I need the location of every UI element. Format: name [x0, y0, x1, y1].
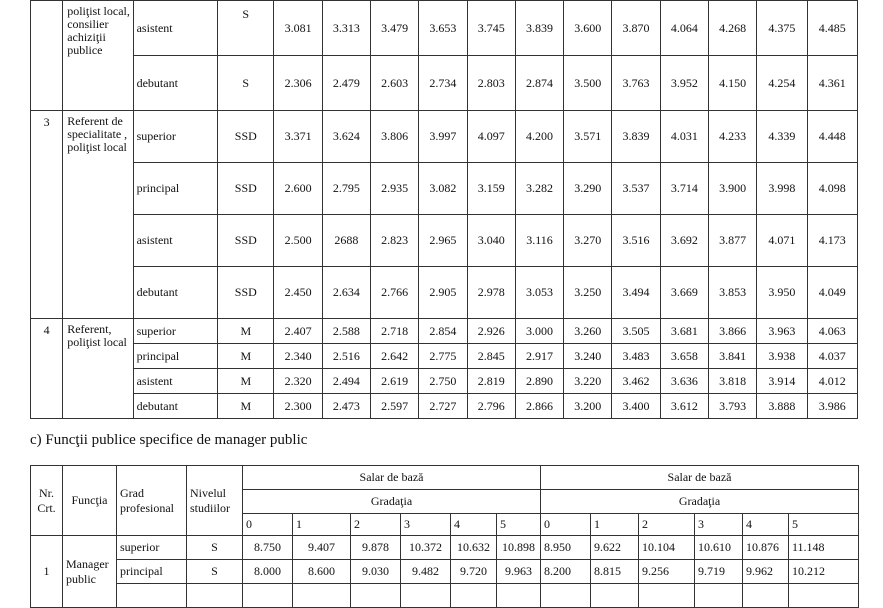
- salary-value: 4.150: [708, 56, 756, 111]
- study-level-cell: M: [218, 394, 274, 419]
- study-level-cell: M: [218, 344, 274, 369]
- salary-value: 4.012: [807, 369, 857, 394]
- salary-value: 3.793: [708, 394, 756, 419]
- salary-value: 3.516: [612, 215, 660, 267]
- salary-value: 3.681: [660, 319, 708, 344]
- cell-empty: [187, 584, 243, 608]
- table-row: [31, 163, 858, 215]
- cell-empty: [401, 584, 451, 608]
- grade-cell: asistent: [133, 215, 218, 267]
- grade-cell: principal: [133, 163, 218, 215]
- salary-value: 2.407: [274, 319, 322, 344]
- salary-value: 3.900: [708, 163, 756, 215]
- salary-value: 4.064: [660, 1, 708, 56]
- salary-value: 2.734: [419, 56, 467, 111]
- gradation-step: 0: [541, 514, 591, 536]
- gradation-step: 5: [789, 514, 859, 536]
- salary-value: 4.097: [467, 111, 515, 163]
- salary-value: 3.669: [660, 267, 708, 319]
- study-level-cell: SSD: [218, 163, 274, 215]
- salary-value: 3.040: [467, 215, 515, 267]
- salary-value: 3.997: [419, 111, 467, 163]
- salary-value: 2.917: [515, 344, 563, 369]
- salary-value: 3.220: [564, 369, 612, 394]
- salary-value: 9.030: [351, 560, 401, 584]
- salary-value: 9.719: [695, 560, 743, 584]
- salary-value: 2.634: [322, 267, 370, 319]
- study-level-cell: S: [187, 560, 243, 584]
- table-row: [31, 267, 858, 319]
- salary-value: 3.818: [708, 369, 756, 394]
- salary-value: 3.839: [515, 1, 563, 56]
- salary-value: 8.200: [541, 560, 591, 584]
- cell-empty: [293, 584, 351, 608]
- salary-value: 3.745: [467, 1, 515, 56]
- salary-value: 8.750: [243, 536, 293, 560]
- gradation-step: 4: [451, 514, 497, 536]
- salary-value: 3.260: [564, 319, 612, 344]
- study-level-cell: S: [187, 536, 243, 560]
- salary-value: 2.935: [371, 163, 419, 215]
- salary-value: 4.173: [807, 215, 857, 267]
- salary-value: 9.720: [451, 560, 497, 584]
- salary-value: 2.494: [322, 369, 370, 394]
- salary-value: 2.890: [515, 369, 563, 394]
- table-row: [31, 215, 858, 267]
- cell-empty: [541, 584, 591, 608]
- salary-value: 4.063: [807, 319, 857, 344]
- cell-empty: [789, 584, 859, 608]
- salary-value: 3.500: [564, 56, 612, 111]
- salary-value: 2.854: [419, 319, 467, 344]
- grade-cell: superior: [117, 536, 187, 560]
- salary-value: 8.000: [243, 560, 293, 584]
- cell-empty: [451, 584, 497, 608]
- salary-value: 3.571: [564, 111, 612, 163]
- salary-value: 9.962: [743, 560, 789, 584]
- gradation-step: 0: [243, 514, 293, 536]
- grade-cell: principal: [133, 344, 218, 369]
- salary-value: 3.714: [660, 163, 708, 215]
- group-nr: 1: [31, 536, 63, 608]
- grade-cell: superior: [133, 319, 218, 344]
- table-row: [31, 536, 859, 560]
- salary-value: 3.159: [467, 163, 515, 215]
- salary-value: 2.795: [322, 163, 370, 215]
- salary-value: 2.642: [371, 344, 419, 369]
- manager-public-table: [30, 465, 859, 608]
- salary-value: 3.479: [371, 1, 419, 56]
- salary-value: 2.306: [274, 56, 322, 111]
- study-level-cell: M: [218, 319, 274, 344]
- salary-value: 2.845: [467, 344, 515, 369]
- study-level-cell: SSD: [218, 215, 274, 267]
- group-number: 3: [31, 111, 63, 319]
- salary-value: 2.978: [467, 267, 515, 319]
- salary-value: 4.098: [807, 163, 857, 215]
- study-level-cell: M: [218, 369, 274, 394]
- salary-value: 3.839: [612, 111, 660, 163]
- salary-value: 3.313: [322, 1, 370, 56]
- function-name: poliţist local, consilier achiziţii publice: [63, 1, 133, 111]
- salary-value: 3.938: [757, 344, 807, 369]
- salary-value: 3.270: [564, 215, 612, 267]
- salary-value: 9.482: [401, 560, 451, 584]
- salary-value: 2.603: [371, 56, 419, 111]
- salary-value: 3.692: [660, 215, 708, 267]
- salary-value: 10.610: [695, 536, 743, 560]
- salary-value: 3.600: [564, 1, 612, 56]
- salary-value: 2688: [322, 215, 370, 267]
- cell-empty: [695, 584, 743, 608]
- salary-value: 4.375: [757, 1, 807, 56]
- cell-empty: [591, 584, 639, 608]
- salary-value: 2.479: [322, 56, 370, 111]
- salary-table-top: [30, 0, 858, 419]
- salary-value: 2.866: [515, 394, 563, 419]
- salary-value: 3.888: [757, 394, 807, 419]
- salary-value: 3.494: [612, 267, 660, 319]
- salary-value: 2.965: [419, 215, 467, 267]
- group-number: [31, 1, 63, 111]
- salary-value: 2.473: [322, 394, 370, 419]
- hdr-nivel: Nivelul studiilor: [187, 466, 243, 536]
- study-level-cell: SSD: [218, 267, 274, 319]
- salary-value: 3.250: [564, 267, 612, 319]
- salary-value: 4.339: [757, 111, 807, 163]
- study-level-cell: S: [218, 1, 274, 56]
- salary-value: 4.233: [708, 111, 756, 163]
- salary-value: 3.877: [708, 215, 756, 267]
- salary-value: 3.053: [515, 267, 563, 319]
- salary-value: 4.200: [515, 111, 563, 163]
- salary-value: 2.516: [322, 344, 370, 369]
- salary-value: 3.462: [612, 369, 660, 394]
- salary-value: 9.878: [351, 536, 401, 560]
- table-row: [31, 344, 858, 369]
- cell-empty: [639, 584, 695, 608]
- gradation-step: 5: [497, 514, 541, 536]
- salary-value: 3.200: [564, 394, 612, 419]
- salary-value: 2.750: [419, 369, 467, 394]
- salary-value: 4.071: [757, 215, 807, 267]
- salary-value: 3.082: [419, 163, 467, 215]
- salary-value: 8.600: [293, 560, 351, 584]
- salary-value: 2.600: [274, 163, 322, 215]
- grade-cell: superior: [133, 111, 218, 163]
- grade-cell: debutant: [133, 56, 218, 111]
- table-row: [31, 1, 858, 56]
- gradation-step: 2: [639, 514, 695, 536]
- salary-value: 9.622: [591, 536, 639, 560]
- gradation-step: 3: [695, 514, 743, 536]
- gradation-step: 1: [293, 514, 351, 536]
- salary-value: 3.624: [322, 111, 370, 163]
- grade-cell: principal: [117, 560, 187, 584]
- salary-value: 3.116: [515, 215, 563, 267]
- salary-value: 10.632: [451, 536, 497, 560]
- gradation-step: 2: [351, 514, 401, 536]
- salary-value: 2.823: [371, 215, 419, 267]
- salary-value: 2.926: [467, 319, 515, 344]
- salary-value: 9.407: [293, 536, 351, 560]
- table-row: [31, 111, 858, 163]
- salary-value: 11.148: [789, 536, 859, 560]
- table-row: [31, 56, 858, 111]
- salary-value: 4.254: [757, 56, 807, 111]
- table-row: [31, 319, 858, 344]
- grade-cell: debutant: [133, 394, 218, 419]
- hdr-gradatia-1: Gradaţia: [243, 490, 541, 514]
- section-c-title: c) Funcţii publice specifice de manager public: [30, 432, 308, 448]
- salary-value: 3.853: [708, 267, 756, 319]
- cell-empty: [497, 584, 541, 608]
- salary-value: 2.766: [371, 267, 419, 319]
- cell-empty: [351, 584, 401, 608]
- function-name: Referent, poliţist local: [63, 319, 133, 419]
- salary-value: 3.000: [515, 319, 563, 344]
- salary-value: 2.796: [467, 394, 515, 419]
- salary-value: 4.448: [807, 111, 857, 163]
- salary-value: 3.763: [612, 56, 660, 111]
- salary-value: 10.898: [497, 536, 541, 560]
- cell-empty: [117, 584, 187, 608]
- salary-value: 2.340: [274, 344, 322, 369]
- salary-value: 3.986: [807, 394, 857, 419]
- grade-cell: debutant: [133, 267, 218, 319]
- salary-value: 2.905: [419, 267, 467, 319]
- hdr-salar-1: Salar de bază: [243, 466, 541, 490]
- salary-value: 2.819: [467, 369, 515, 394]
- salary-value: 9.963: [497, 560, 541, 584]
- gradation-step: 1: [591, 514, 639, 536]
- salary-value: 3.866: [708, 319, 756, 344]
- salary-value: 4.361: [807, 56, 857, 111]
- hdr-salar-2: Salar de bază: [541, 466, 859, 490]
- grade-cell: asistent: [133, 369, 218, 394]
- table-row: [31, 394, 858, 419]
- salary-value: 3.612: [660, 394, 708, 419]
- salary-value: 2.619: [371, 369, 419, 394]
- salary-value: 3.806: [371, 111, 419, 163]
- group-function: Manager public: [63, 536, 117, 608]
- salary-value: 8.815: [591, 560, 639, 584]
- salary-value: 8.950: [541, 536, 591, 560]
- salary-value: 2.775: [419, 344, 467, 369]
- study-level-cell: S: [218, 56, 274, 111]
- salary-value: 3.282: [515, 163, 563, 215]
- salary-value: 3.841: [708, 344, 756, 369]
- salary-value: 2.588: [322, 319, 370, 344]
- salary-value: 10.876: [743, 536, 789, 560]
- salary-value: 2.874: [515, 56, 563, 111]
- salary-value: 3.081: [274, 1, 322, 56]
- group-number: 4: [31, 319, 63, 419]
- salary-value: 4.031: [660, 111, 708, 163]
- salary-value: 3.290: [564, 163, 612, 215]
- table-row: [31, 560, 859, 584]
- hdr-functia: Funcţia: [63, 466, 117, 536]
- salary-value: 2.320: [274, 369, 322, 394]
- salary-value: 3.240: [564, 344, 612, 369]
- salary-value: 2.718: [371, 319, 419, 344]
- salary-value: 3.537: [612, 163, 660, 215]
- salary-value: 4.268: [708, 1, 756, 56]
- salary-value: 10.104: [639, 536, 695, 560]
- salary-value: 4.049: [807, 267, 857, 319]
- salary-value: 3.914: [757, 369, 807, 394]
- salary-value: 3.998: [757, 163, 807, 215]
- salary-value: 2.450: [274, 267, 322, 319]
- salary-value: 3.400: [612, 394, 660, 419]
- salary-value: 10.212: [789, 560, 859, 584]
- salary-value: 4.485: [807, 1, 857, 56]
- hdr-nr: Nr. Crt.: [31, 466, 63, 536]
- salary-value: 4.037: [807, 344, 857, 369]
- gradation-step: 3: [401, 514, 451, 536]
- salary-value: 3.952: [660, 56, 708, 111]
- salary-value: 3.636: [660, 369, 708, 394]
- salary-value: 2.300: [274, 394, 322, 419]
- salary-value: 9.256: [639, 560, 695, 584]
- cell-empty: [743, 584, 789, 608]
- salary-value: 3.653: [419, 1, 467, 56]
- salary-value: 10.372: [401, 536, 451, 560]
- salary-value: 2.803: [467, 56, 515, 111]
- salary-value: 2.500: [274, 215, 322, 267]
- salary-value: 3.371: [274, 111, 322, 163]
- salary-value: 3.950: [757, 267, 807, 319]
- hdr-grad: Grad profesional: [117, 466, 187, 536]
- salary-value: 2.597: [371, 394, 419, 419]
- salary-value: 3.658: [660, 344, 708, 369]
- salary-value: 3.870: [612, 1, 660, 56]
- salary-value: 3.505: [612, 319, 660, 344]
- salary-value: 2.727: [419, 394, 467, 419]
- cell-empty: [243, 584, 293, 608]
- salary-value: 3.483: [612, 344, 660, 369]
- salary-value: 3.963: [757, 319, 807, 344]
- function-name: Referent de specialitate , poliţist local: [63, 111, 133, 319]
- grade-cell: asistent: [133, 1, 218, 56]
- hdr-gradatia-2: Gradaţia: [541, 490, 859, 514]
- table-row: [31, 369, 858, 394]
- gradation-step: 4: [743, 514, 789, 536]
- study-level-cell: SSD: [218, 111, 274, 163]
